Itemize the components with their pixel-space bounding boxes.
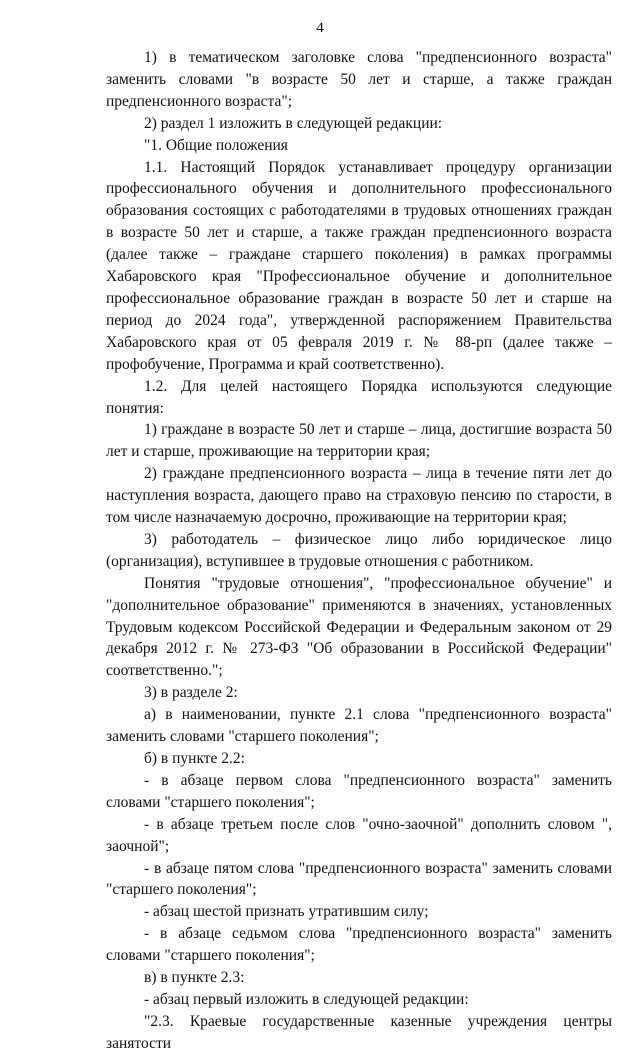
paragraph: в) в пункте 2.3: [144, 969, 245, 987]
paragraph: Понятия "трудовые отношения", "профессиональное обучение" и "дополнительное образование" применяются в значениях, установленных Трудовым кодексом Российской Федерации и Федеральным законом от 29 декабря 2012 г. № 273-ФЗ "Об образовании в Российской Федерации" соответственно."; [106, 574, 612, 680]
paragraph: 3) работодатель – физическое лицо либо юридическое лицо (организация), вступившее в трудовые отношения с работником. [106, 530, 612, 570]
paragraph: - абзац первый изложить в следующей редакции: [144, 990, 469, 1008]
paragraph: - в абзаце первом слова "предпенсионного возраста" заменить словами "старшего поколения"; [106, 771, 612, 811]
paragraph: 1.1. Настоящий Порядок устанавливает процедуру организации профессионального обучения и дополнительного профессионального образования состоящих с работодателями в трудовых отношениях граждан в возрасте 50 лет и старше, а также граждан предпенсионного возраста (далее также – граждане старшего поколения) в рамках программы Хабаровского края "Профессиональное обучение и дополнительное профессиональное образование граждан в возрасте 50 лет и старше на период до 2024 года", утвержденной распоряжением Правительства Хабаровского края от 05 февраля 2019 г. № 88-рп (далее также – профобучение, Программа и край соответственно). [106, 158, 612, 373]
paragraph: 2) граждане предпенсионного возраста – лица в течение пяти лет до наступления возраста, дающего право на страховую пенсию по старости, в том числе назначаемую досрочно, проживающие на территории края; [106, 465, 612, 527]
paragraph: 3) в разделе 2: [144, 684, 238, 702]
paragraph: 1.2. Для целей настоящего Порядка используются следующие понятия: [106, 377, 612, 417]
paragraph: 2) раздел 1 изложить в следующей редакции: [144, 114, 443, 132]
paragraph: - в абзаце третьем после слов "очно-заочной" дополнить словом ", заочной"; [106, 815, 612, 855]
document-body [106, 47, 612, 1055]
page-number: 4 [316, 20, 324, 36]
paragraph: - абзац шестой признать утратившим силу; [144, 903, 429, 921]
paragraph: 1) в тематическом заголовке слова "предпенсионного возраста" заменить словами "в возрасте 50 лет и старше, а также граждан предпенсионного возраста"; [106, 49, 612, 110]
paragraph: - в абзаце пятом слова "предпенсионного возраста" заменить словами "старшего поколения"; [106, 859, 612, 899]
paragraph: 1) граждане в возрасте 50 лет и старше – лица, достигшие возраста 50 лет и старше, проживающие на территории края; [106, 421, 612, 461]
paragraph: а) в наименовании, пункте 2.1 слова "предпенсионного возраста" заменить словами "старшего поколения"; [106, 706, 612, 746]
paragraph: б) в пункте 2.2: [144, 750, 245, 767]
paragraph: - в абзаце седьмом слова "предпенсионного возраста" заменить словами "старшего поколения"; [106, 925, 612, 965]
paragraph: "2.3. Краевые государственные казенные учреждения центры занятости [106, 1012, 612, 1052]
paragraph: "1. Общие положения [144, 136, 288, 154]
